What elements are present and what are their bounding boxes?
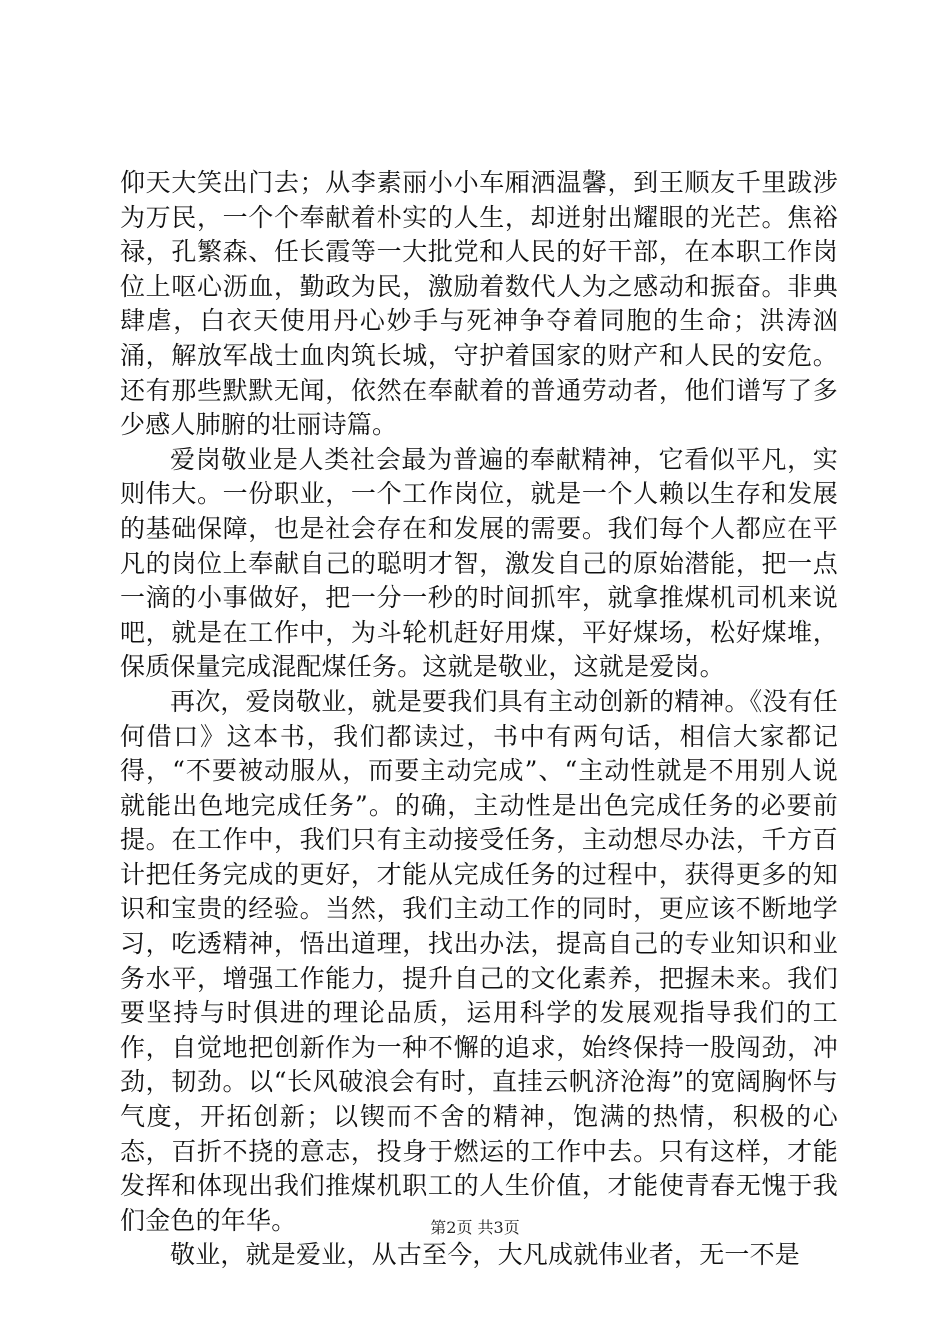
paragraph-2: 爱岗敬业是人类社会最为普遍的奉献精神，它看似平凡，实则伟大。一份职业，一个工作岗位，就是一个人赖以生存和发展的基础保障，也是社会存在和发展的需要。我们每个人都应在平凡的岗位上奉献自己的聪明才智，激发自己的原始潜能，把一点一滴的小事做好，把一分一秒的时间抓牢，就拿推煤机司机来说吧，就是在工作中，为斗轮机赶好用煤，平好煤场，松好煤堆，保质保量完成混配煤任务。这就是敬业，这就是爱岗。 [120, 444, 838, 682]
page-number-footer: 第2页 共3页 [430, 1218, 520, 1237]
paragraph-3: 再次，爱岗敬业，就是要我们具有主动创新的精神。《没有任何借口》这本书，我们都读过，书中有两句话，相信大家都记得，“不要被动服从，而要主动完成”、“主动性就是不用别人说就能出色地完成任务”。的确，主动性是出色完成任务的必要前提。在工作中，我们只有主动接受任务，主动想尽办法，千方百计把任务完成的更好，才能从完成任务的过程中，获得更多的知识和宝贵的经验。当然，我们主动工作的同时，更应该不断地学习，吃透精神，悟出道理，找出办法，提高自己的专业知识和业务水平，增强工作能力，提升自己的文化素养，把握未来。我们要坚持与时俱进的理论品质，运用科学的发展观指导我们的工作，自觉地把创新作为一种不懈的追求，始终保持一股闯劲，冲劲，韧劲。以“长风破浪会有时，直挂云帆济沧海”的宽阔胸怀与气度，开拓创新；以锲而不舍的精神，饱满的热情，积极的心态，百折不挠的意志，投身于燃运的工作中去。只有这样，才能发挥和体现出我们推煤机职工的人生价值，才能使青春无愧于我们金色的年华。 [120, 686, 838, 1235]
paragraph-4: 敬业，就是爱业，从古至今，大凡成就伟业者，无一不是 [170, 1240, 801, 1270]
paragraph-1: 仰天大笑出门去；从李素丽小小车厢洒温馨，到王顺友千里跋涉为万民，一个个奉献着朴实的人生，却迸射出耀眼的光芒。焦裕禄，孔繁森、任长霞等一大批党和人民的好干部，在本职工作岗位上呕心沥血，勤政为民，激励着数代人为之感动和振奋。非典肆虐，白衣天使用丹心妙手与死神争夺着同胞的生命；洪涛汹涌，解放军战士血肉筑长城，守护着国家的财产和人民的安危。还有那些默默无闻，依然在奉献着的普通劳动者，他们谱写了多少感人肺腑的壮丽诗篇。 [120, 168, 838, 440]
document-body [120, 166, 838, 1273]
